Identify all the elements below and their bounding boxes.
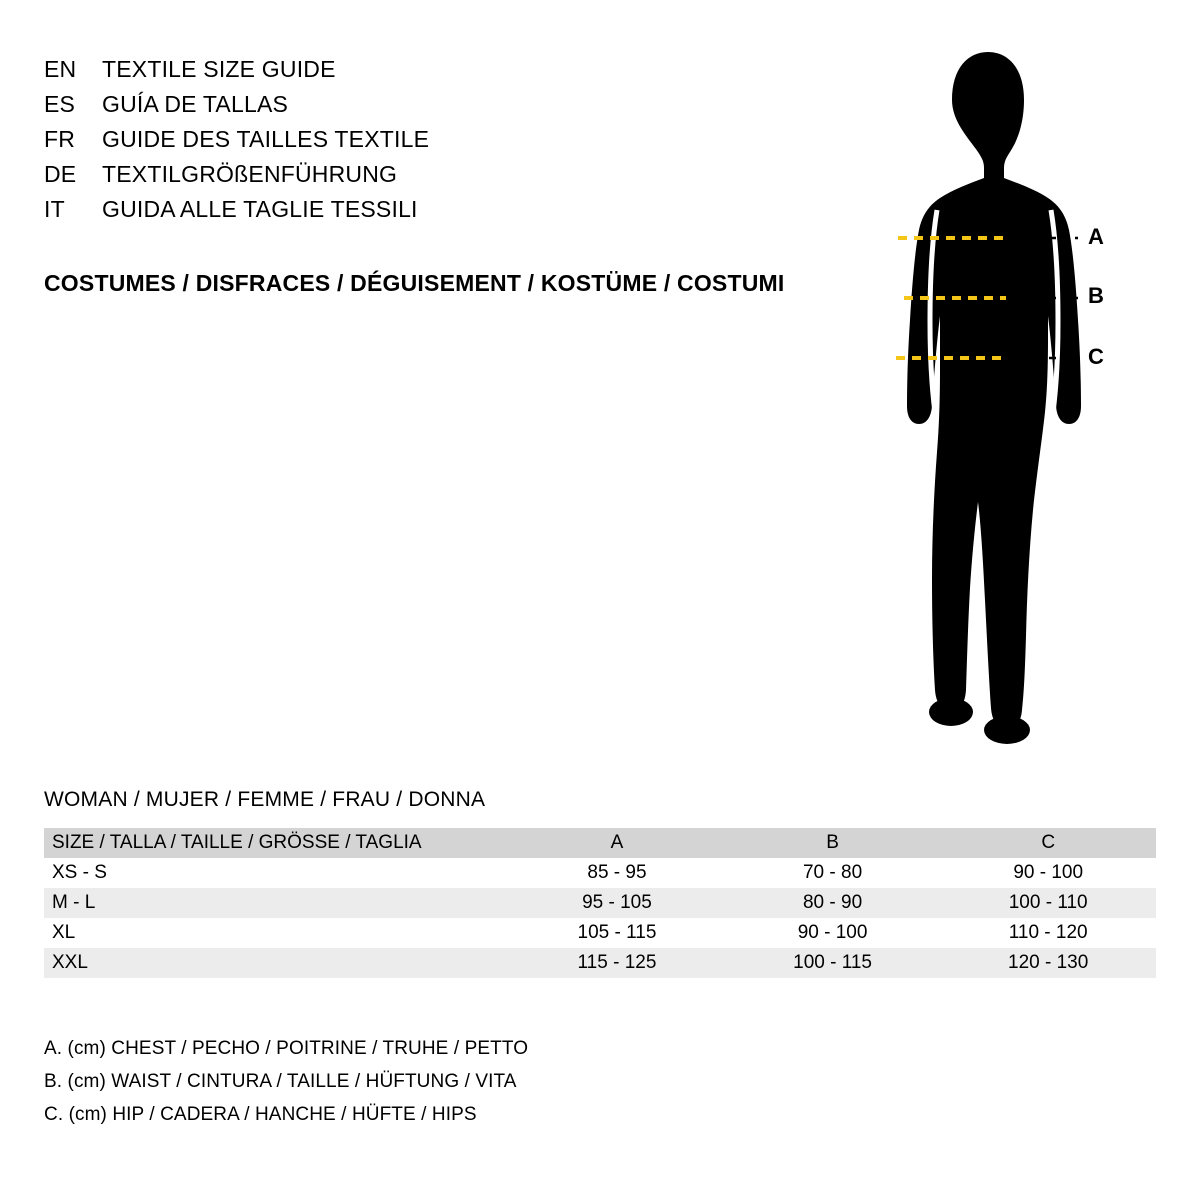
table-header-size: SIZE / TALLA / TAILLE / GRÖSSE / TAGLIA bbox=[44, 828, 509, 858]
table-header-row bbox=[44, 828, 1156, 858]
measure-label-c: C bbox=[1088, 344, 1104, 369]
measure-label-a: A bbox=[1088, 224, 1104, 249]
language-row bbox=[44, 161, 804, 196]
language-row bbox=[44, 196, 804, 231]
costumes-subtitle: COSTUMES / DISFRACES / DÉGUISEMENT / KOSTÜME / COSTUMI bbox=[44, 270, 785, 296]
cell-a: 115 - 125 bbox=[509, 948, 725, 978]
legend-line-c: C. (cm) HIP / CADERA / HANCHE / HÜFTE / HIPS bbox=[44, 1104, 477, 1125]
table-row bbox=[44, 858, 1156, 888]
legend-line-a: A. (cm) CHEST / PECHO / POITRINE / TRUHE / PETTO bbox=[44, 1038, 529, 1059]
cell-c: 90 - 100 bbox=[940, 858, 1156, 888]
cell-a: 85 - 95 bbox=[509, 858, 725, 888]
measurement-lines-svg bbox=[860, 190, 1160, 390]
table-row bbox=[44, 918, 1156, 948]
size-table bbox=[44, 828, 1156, 978]
cell-b: 70 - 80 bbox=[725, 858, 941, 888]
language-row bbox=[44, 56, 804, 91]
language-code: DE bbox=[44, 161, 77, 187]
language-title: TEXTILGRÖßENFÜHRUNG bbox=[102, 161, 398, 187]
language-code: FR bbox=[44, 126, 76, 152]
language-code: ES bbox=[44, 91, 76, 117]
language-title: GUIDA ALLE TAGLIE TESSILI bbox=[102, 196, 418, 222]
language-row bbox=[44, 126, 804, 161]
body-figure bbox=[840, 40, 1170, 750]
table-header-a: A bbox=[509, 828, 725, 858]
table-row bbox=[44, 948, 1156, 978]
language-list bbox=[44, 56, 804, 231]
measure-label-b: B bbox=[1088, 283, 1104, 308]
cell-c: 120 - 130 bbox=[940, 948, 1156, 978]
language-title: GUÍA DE TALLAS bbox=[102, 91, 289, 117]
cell-size: M - L bbox=[44, 888, 509, 918]
cell-b: 90 - 100 bbox=[725, 918, 941, 948]
cell-b: 100 - 115 bbox=[725, 948, 941, 978]
table-row bbox=[44, 888, 1156, 918]
cell-size: XS - S bbox=[44, 858, 509, 888]
table-header-b: B bbox=[725, 828, 941, 858]
cell-c: 100 - 110 bbox=[940, 888, 1156, 918]
cell-a: 105 - 115 bbox=[509, 918, 725, 948]
language-title: GUIDE DES TAILLES TEXTILE bbox=[102, 126, 430, 152]
table-header-c: C bbox=[940, 828, 1156, 858]
cell-b: 80 - 90 bbox=[725, 888, 941, 918]
cell-c: 110 - 120 bbox=[940, 918, 1156, 948]
measurement-legend bbox=[44, 1032, 528, 1131]
language-code: IT bbox=[44, 196, 65, 222]
body-silhouette-svg bbox=[840, 40, 1170, 750]
language-title: TEXTILE SIZE GUIDE bbox=[102, 56, 336, 82]
legend-line-b: B. (cm) WAIST / CINTURA / TAILLE / HÜFTUNG / VITA bbox=[44, 1071, 517, 1092]
language-row bbox=[44, 91, 804, 126]
table-section-title: WOMAN / MUJER / FEMME / FRAU / DONNA bbox=[44, 788, 486, 811]
cell-size: XL bbox=[44, 918, 509, 948]
cell-a: 95 - 105 bbox=[509, 888, 725, 918]
language-code: EN bbox=[44, 56, 77, 82]
cell-size: XXL bbox=[44, 948, 509, 978]
